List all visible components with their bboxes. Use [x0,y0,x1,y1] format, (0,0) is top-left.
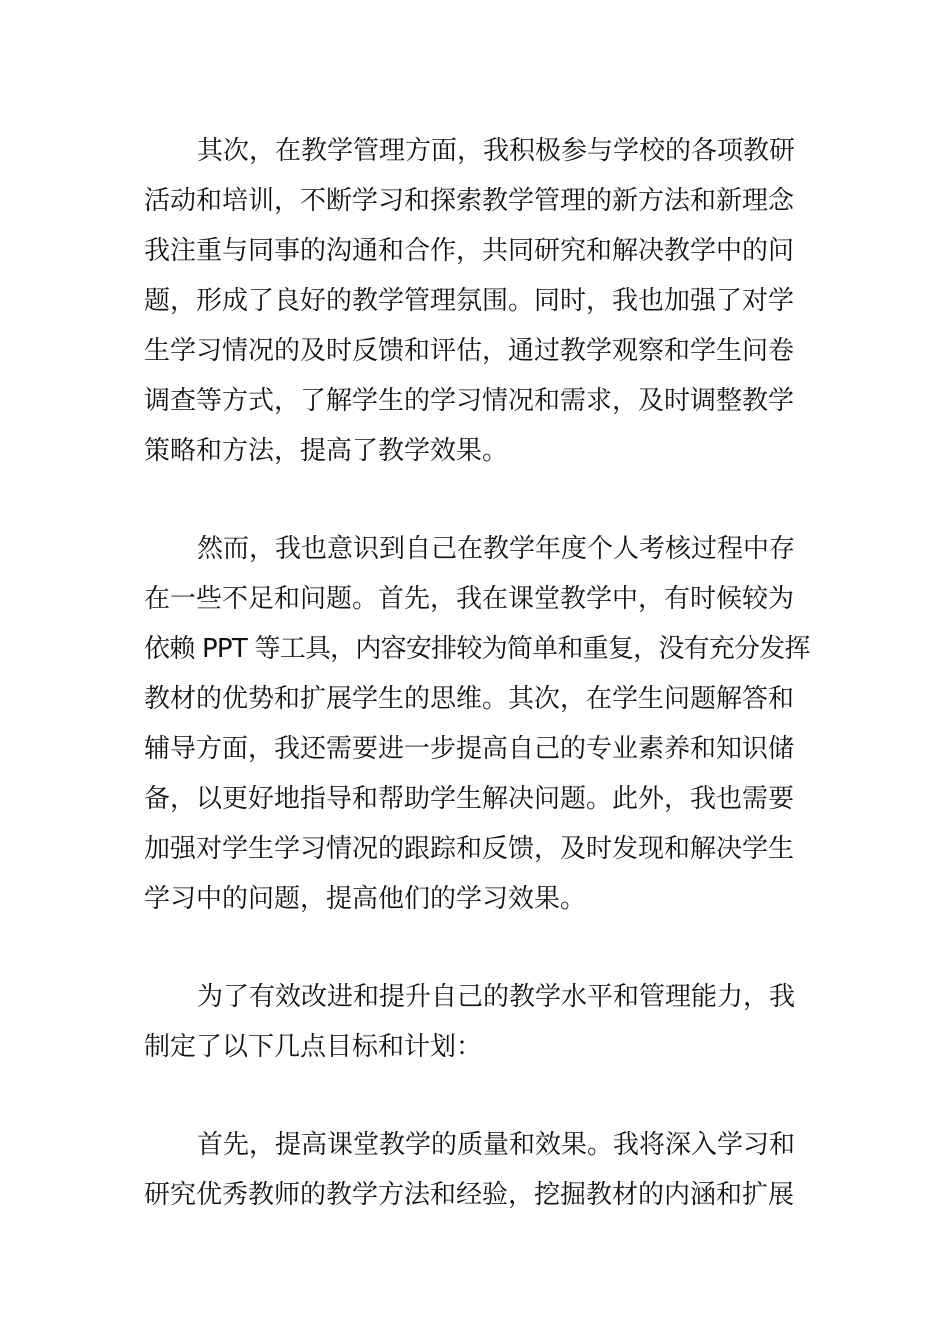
text-line: 为了有效改进和提升自己的教学水平和管理能力，我 [197,982,796,1012]
text-line: 题，形成了良好的教学管理氛围。同时，我也加强了对学 [144,286,795,316]
text-line: 然而，我也意识到自己在教学年度个人考核过程中存 [197,534,796,564]
text-line: 调查等方式，了解学生的学习情况和需求，及时调整教学 [144,386,795,416]
text-line: 研究优秀教师的教学方法和经验，挖掘教材的内涵和扩展 [144,1180,795,1210]
text-line: 其次，在教学管理方面，我积极参与学校的各项教研 [197,136,796,166]
text-line: 首先，提高课堂教学的质量和效果。我将深入学习和 [197,1130,796,1160]
paragraph-goals-intro [144,972,810,1072]
text-line: 策略和方法，提高了教学效果。 [144,436,509,466]
text-line: 我注重与同事的沟通和合作，共同研究和解决教学中的问 [144,236,795,266]
text-line: 制定了以下几点目标和计划： [144,1032,483,1062]
text-line: 备，以更好地指导和帮助学生解决问题。此外，我也需要 [144,784,795,814]
text-line: 活动和培训，不断学习和探索教学管理的新方法和新理念 [144,186,795,216]
paragraph-teaching-management [144,126,810,476]
paragraph-shortcomings [144,524,810,924]
text-line: 依赖 PPT 等工具，内容安排较为简单和重复，没有充分发挥 [144,634,810,664]
text-line: 生学习情况的及时反馈和评估，通过教学观察和学生问卷 [144,336,795,366]
text-line: 学习中的问题，提高他们的学习效果。 [144,884,587,914]
text-line: 加强对学生学习情况的跟踪和反馈，及时发现和解决学生 [144,834,795,864]
text-line: 在一些不足和问题。首先，我在课堂教学中，有时候较为 [144,584,795,614]
text-line: 辅导方面，我还需要进一步提高自己的专业素养和知识储 [144,734,795,764]
text-line: 教材的优势和扩展学生的思维。其次，在学生问题解答和 [144,684,795,714]
paragraph-first-goal [144,1120,810,1220]
